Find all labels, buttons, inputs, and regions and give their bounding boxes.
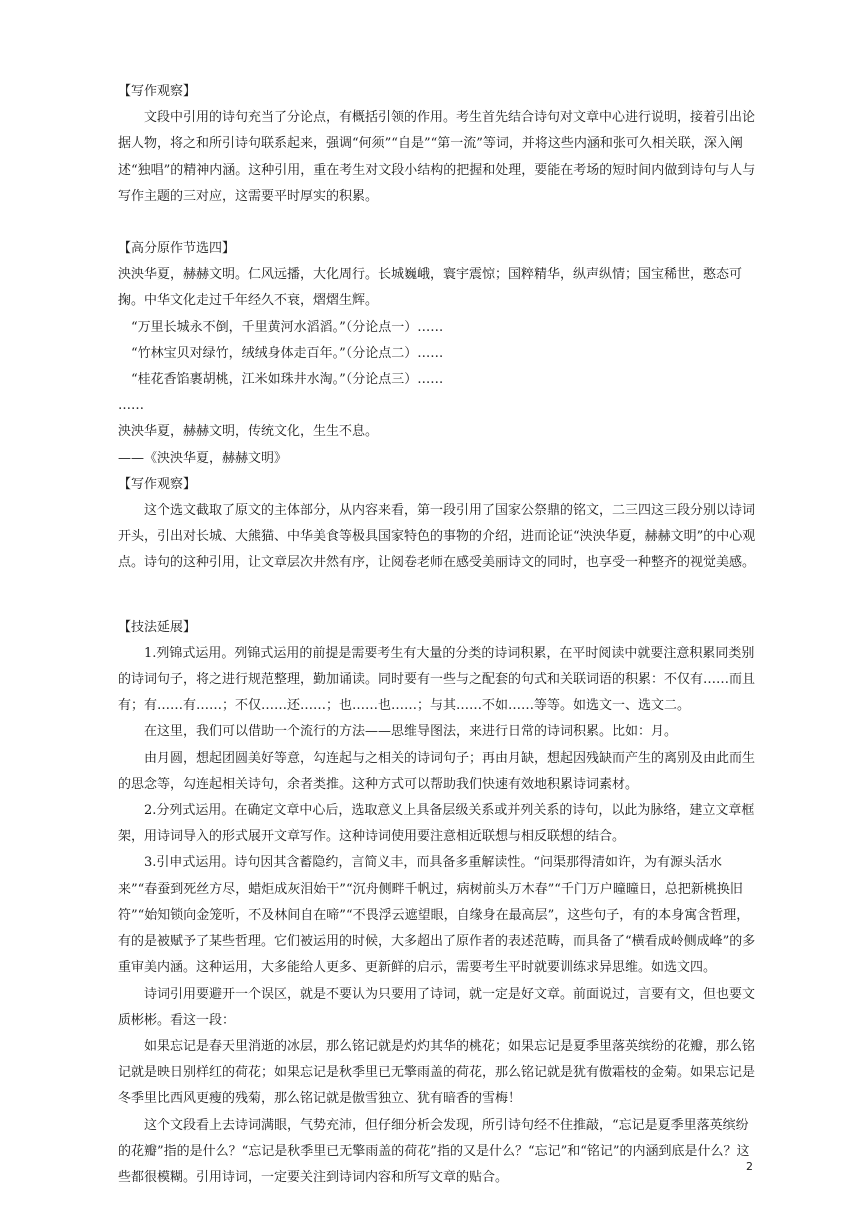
paragraph: 1.列锦式运用。列锦式运用的前提是需要考生有大量的分类的诗词积累，在平时阅读中就要注意积累同类别的诗词句子，将之进行规范整理，勤加诵读。同时要有一些与之配套的句式和关联词语的积累：不仅有……而且有；有……有……；不仅……还……；也……也……；与其……不如……等等。如选文一、选文二。 (118, 645, 756, 714)
document-body (118, 79, 758, 1191)
section-heading-excerpt-four: 【高分原作节选四】 (118, 241, 236, 257)
section-heading-writing-observation-2: 【写作观察】 (118, 476, 197, 492)
paragraph: 这个选文截取了原文的主体部分，从内容来看，第一段引用了国家公祭鼎的铭文，二三四这三段分别以诗词开头，引出对长城、大熊猫、中华美食等极具国家特色的事物的介绍，进而论证“泱泱华夏，赫赫文明”的中心观点。诗句的这种引用，让文章层次井然有序，让阅卷老师在感受美丽诗文的同时，也享受一种整齐的视觉美感。 (118, 503, 756, 571)
excerpt-quote-3: “桂花香馅裹胡桃，江米如珠井水淘。”（分论点三）…… (131, 372, 444, 388)
paragraph: 这个文段看上去诗词满眼，气势充沛，但仔细分析会发现，所引诗句经不住推敲，“忘记是夏季里落英缤纷的花瓣”指的是什么？“忘记是秋季里已无擎雨盖的荷花”指的又是什么？“忘记”和“铭记”的内涵到底是什么？这些都很模糊。引用诗词，一定要关注到诗词内容和所写文章的贴合。 (118, 1117, 750, 1185)
paragraph: 诗词引用要避开一个误区，就是不要认为只要用了诗词，就一定是好文章。前面说过，言要有文，但也要文质彬彬。看这一段： (118, 986, 756, 1028)
excerpt-intro: 泱泱华夏，赫赫文明。仁风远播，大化周行。长城巍峨，寰宇震惊；国粹精华，纵声纵情；国宝稀世，憨态可掬。中华文化走过千年经久不衰，熠熠生辉。 (118, 267, 743, 309)
section-gap (118, 210, 758, 236)
section-gap (118, 577, 758, 603)
excerpt-source: ——《泱泱华夏，赫赫文明》 (118, 450, 288, 466)
excerpt-closing: 泱泱华夏，赫赫文明，传统文化，生生不息。 (118, 424, 379, 440)
section-heading-writing-observation-1: 【写作观察】 (118, 84, 197, 99)
paragraph: 2.分列式运用。在确定文章中心后，选取意义上具备层级关系或并列关系的诗句，以此为脉络，建立文章框架，用诗词导入的形式展开文章写作。这种诗词使用要注意相近联想与相反联想的结合。 (118, 803, 755, 845)
paragraph: 由月圆，想起团圆美好等意，勾连起与之相关的诗词句子；再由月缺，想起因残缺而产生的离别及由此而生的思念等，勾连起相关诗句，余者类推。这种方式可以帮助我们快速有效地积累诗词素材。 (118, 750, 756, 792)
paragraph: 3.引申式运用。诗句因其含蓄隐约，言简义丰，而具备多重解读性。“问渠那得清如许，为有源头活水来”“春蚕到死丝方尽，蜡炬成灰泪始干”“沉舟侧畔千帆过，病树前头万木春”“千门万户曈曈日，总把新桃换旧符”“始知锁向金笼听，不及林间自在啼”“不畏浮云遮望眼，自缘身在最高层”，这些句子，有的本身寓含哲理，有的是被赋予了某些哲理。它们被运用的时候，大多超出了原作者的表述范畴，而具备了“横看成岭侧成峰”的多重审美内涵。这种运用，大多能给人更多、更新鲜的启示，需要考生平时就要训练求异思维。如选文四。 (118, 855, 756, 976)
paragraph: 如果忘记是春天里消逝的冰层，那么铭记就是灼灼其华的桃花；如果忘记是夏季里落英缤纷的花瓣，那么铭记就是映日别样红的荷花；如果忘记是秋季里已无擎雨盖的荷花，那么铭记就是犹有傲霜枝的金菊。如果忘记是冬季里比西风更瘦的残菊，那么铭记就是傲雪独立、犹有暗香的雪梅！ (118, 1038, 756, 1107)
excerpt-quote-1: “万里长城永不倒，千里黄河水滔滔。”（分论点一）…… (131, 319, 444, 335)
excerpt-quote-2: “竹林宝贝对绿竹，绒绒身体走百年。”（分论点二）…… (131, 345, 444, 361)
section-heading-technique-extension: 【技法延展】 (118, 619, 197, 635)
excerpt-ellipsis: …… (118, 398, 144, 414)
page-number: 2 (746, 1160, 753, 1173)
paragraph: 在这里，我们可以借助一个流行的方法——思维导图法，来进行日常的诗词积累。比如：月。 (144, 724, 678, 740)
paragraph: 文段中引用的诗句充当了分论点，有概括引领的作用。考生首先结合诗句对文章中心进行说明，接着引出论据人物，将之和所引诗句联系起来，强调“何须”“自是”“第一流”等词，并将这些内涵和张可久相关联，深入阐述“独唱”的精神内涵。这种引用，重在考生对文段小结构的把握和处理，要能在考场的短时间内做到诗句与人与写作主题的三对应，这需要平时厚实的积累。 (118, 110, 756, 204)
